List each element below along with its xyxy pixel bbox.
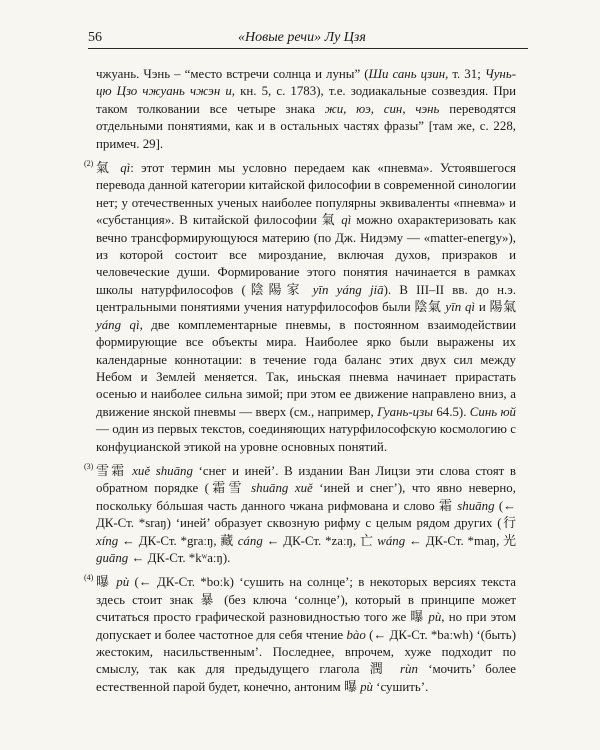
note-text: — один из первых текстов, соединяющих натурфилософскую космологию с конфуцианской этикой на уровне основных понятий. (96, 422, 516, 454)
note-text: ‘мочить’ более естественной парой будет, конечно, антоним 曝 (96, 662, 516, 694)
footnotes-body (84, 66, 517, 696)
note-text: 雪霜 (96, 463, 133, 478)
italic-term: pù (360, 679, 373, 694)
italic-term: Синь юй (469, 404, 516, 419)
note-text: и 陽氣 (475, 300, 517, 315)
note-text: 氣 (96, 161, 121, 176)
italic-term: Чунь-цю Цзо чжуань чжэн и (96, 67, 516, 99)
running-header (88, 28, 528, 49)
note-text: ← ДК-Ст. *maŋ, 光 (405, 533, 516, 548)
note-continuation (96, 66, 516, 153)
note-text: ← ДК-Ст. *zaːŋ, 亡 (262, 533, 378, 548)
note-text: ‘иней и снег’), что явно неверно, поскольку бóльшая часть данного чжана рифмована и слово 霜 (96, 481, 516, 513)
footnote-marker: (2) (84, 159, 94, 169)
footnote-4 (84, 573, 516, 696)
italic-term: Ши сань цзин (368, 67, 446, 81)
note-text: , две комплементарные пневмы, в постоянном взаимодействии формирующие все объекты мира. Наиболее ярко были выражены их календарные коннотации: в течение года баланс этих двух сил между Небом и Землей меняется. Так, иньская пневма начинает прирастать осенью и наиболее сильна зимой; при этом ее движение направлено вниз, а движение янской пневмы — вверх (см., например, (96, 317, 516, 419)
italic-term: xuě shuāng (132, 463, 193, 478)
note-text: , кн. 5, с. 1783), т.е. зодиакальные созвездия. При таком толковании все четыре знака (96, 84, 516, 116)
note-text: ← ДК-Ст. *kʷaːŋ). (128, 550, 231, 565)
footnote-2 (84, 159, 517, 456)
note-text: 曝 (96, 575, 117, 590)
italic-term: shuāng (457, 498, 495, 513)
italic-term: pù (116, 575, 130, 590)
italic-term: bào (346, 627, 366, 642)
italic-term: pù (428, 610, 442, 625)
note-text: , т. 31; (445, 67, 485, 81)
note-text: переводятся отдельными понятиями, как и в остальных частях фразы” [там же, с. 228, примеч. 29]. (96, 101, 516, 151)
note-text: : этот термин мы условно передаем как «пневма». Устоявшегося перевода данной категории китайской философии в современной синологии нет; у отечественных ученых наиболее популярны эквиваленты «пневма» и «субстанция». В китайской философии 氣 (96, 161, 516, 228)
note-text: ‘снег и иней’. В издании Ван Лицзи эти слова стоят в обратном порядке (霜雪 (96, 463, 516, 496)
running-title: «Новые речи» Лу Цзя (238, 30, 366, 45)
footnote-3 (84, 461, 516, 567)
note-text: ← ДК-Ст. *graːŋ, 藏 (118, 533, 238, 548)
italic-term: yīn yáng jiā (312, 282, 384, 297)
note-text: ). В III–II вв. до н.э. центральными понятиями учения натурфилософов были 陰氣 (96, 282, 517, 315)
note-text: ‘сушить’. (372, 679, 429, 694)
footnote-marker: (4) (84, 573, 94, 583)
italic-term: yáng qì (96, 317, 140, 332)
note-text: , но при этом допускает и более частотное для себя чтение (96, 610, 516, 642)
italic-term: cáng (237, 533, 263, 548)
italic-term: rùn (400, 662, 418, 677)
note-text: (← ДК-Ст. *baːwh) ‘(быть) жестоким, насильственным’. Последнее, впрочем, хуже подходит по смыслу, так как для предыдущего глагола 潤 (96, 627, 516, 677)
note-text: (← ДК-Ст. *sraŋ) ‘иней’ образует сквозную рифму с целым рядом других (行 (96, 498, 516, 531)
italic-term: Гуань-цзы (377, 404, 434, 419)
italic-term: qì (120, 161, 131, 176)
note-text: можно охарактеризовать как вечно трансформирующуюся материю (по Дж. Нидэму — «matter-energy»), из которой состоит все мироздание, включая духов, призраков и человеческие души. Формирование этого понятия начинается в рамках школы натурфилософов (陰陽家 (96, 213, 516, 297)
note-text: (← ДК-Ст. *boːk) ‘сушить на солнце’; в некоторых версиях текста здесь стоит знак 暴 (без ключа ‘солнце’), который в принципе может считаться просто графической разновидностью того же 曝 (96, 575, 516, 625)
italic-term: жи, юэ, син, чэнь (324, 101, 440, 116)
page-number: 56 (88, 30, 102, 45)
italic-term: xíng (96, 533, 119, 548)
italic-term: guāng (96, 550, 129, 565)
italic-term: qì (341, 213, 352, 228)
footnote-marker: (3) (84, 461, 94, 471)
italic-term: wáng (377, 533, 406, 548)
note-text: чжуань. Чэнь – “место встречи солнца и луны” ( (96, 67, 369, 81)
italic-term: yīn qì (445, 300, 476, 315)
note-text: 64.5). (433, 404, 470, 419)
italic-term: shuāng xuě (251, 481, 313, 496)
